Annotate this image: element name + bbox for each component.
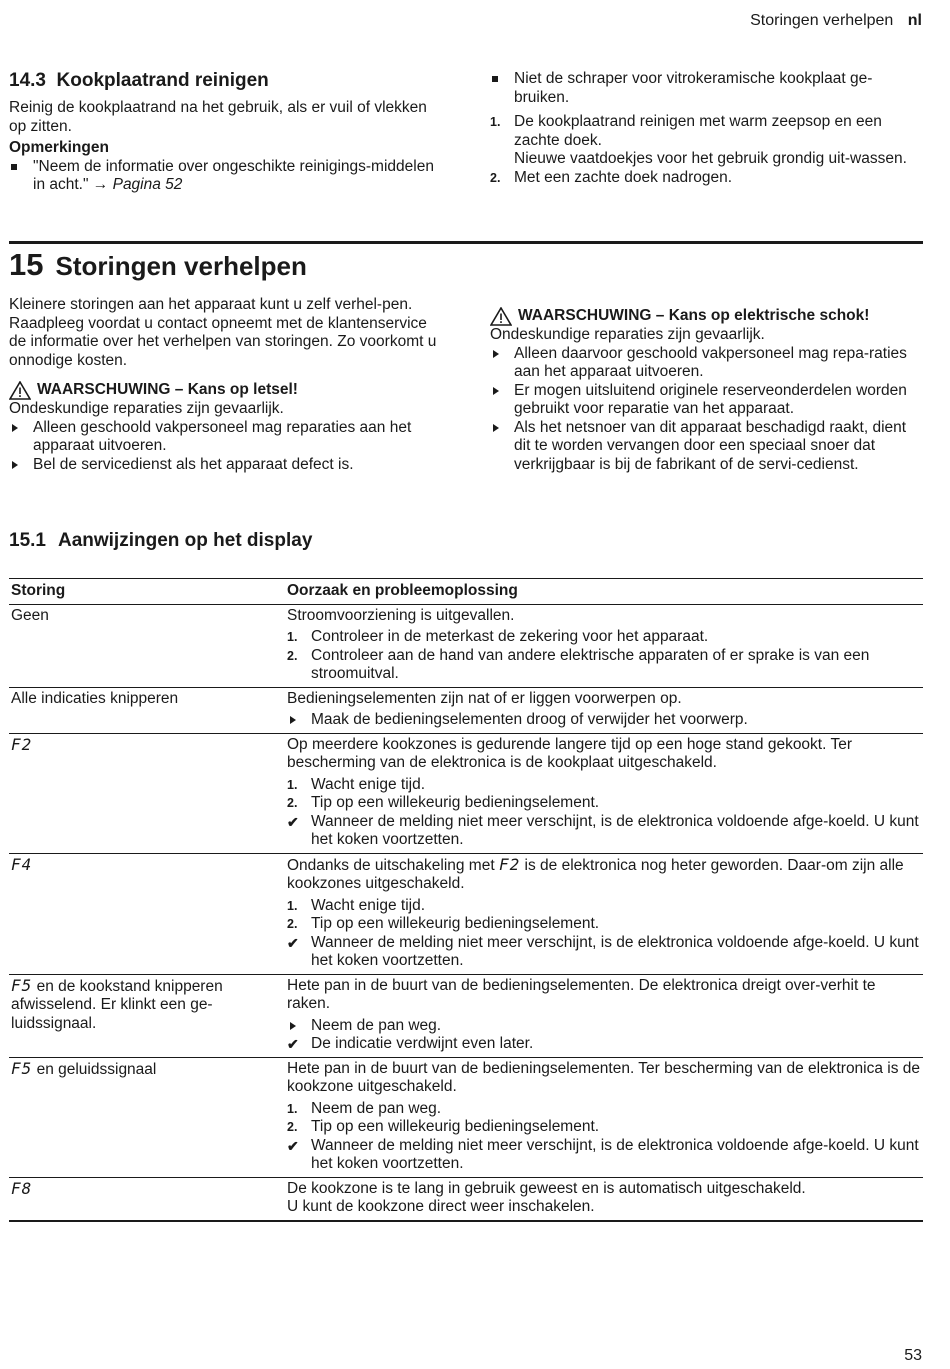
triangle-bullet-icon [9,419,29,432]
cause-cell [285,974,923,1057]
cause-text-part: Ondanks de uitschakeling met [287,856,495,874]
result-item [287,1035,921,1054]
step-item [287,915,921,934]
step-item [287,1118,921,1137]
result-text: Wanneer de melding niet meer verschijnt, is de elektronica voldoende afge-koeld. U kunt het koken voortzetten. [311,933,919,969]
step-item [287,1100,921,1119]
warning-item-text: Er mogen uitsluitend originele reserveonderdelen worden gebruikt voor reparatie van het apparaat. [514,381,907,417]
display-code-f2: F2 [498,854,521,874]
step-item [287,794,921,813]
warning-title-text: WAARSCHUWING – Kans op elektrische schok! [518,307,870,325]
warning-triangle-icon [490,307,512,326]
display-code-f4: F4 [11,854,33,874]
step-text: Tip op een willekeurig bedieningselement. [311,915,600,932]
warning-injury-title [9,381,439,400]
display-code-f8: F8 [11,1178,33,1198]
chapter-divider [9,241,923,244]
warning-injury-list [9,419,439,475]
cause-cell [285,1177,923,1221]
warning-item-text: Als het netsnoer van dit apparaat beschadigd raakt, dient dit te worden vervangen door een speciaal snoer dat verkrijgbaar is bij de fabrikant of de servi-cedienst. [514,418,907,473]
result-text: Wanneer de melding niet meer verschijnt, is de elektronica voldoende afge-koeld. U kunt het koken voortzetten. [311,1136,919,1172]
step-item [490,169,923,188]
step-text: Met een zachte doek nadrogen. [514,168,733,186]
section-number: 14.3 [9,70,46,91]
table-row [9,604,923,687]
fault-cell [9,1177,285,1221]
warning-item-text: Bel de servicedienst als het apparaat defect is. [33,455,354,473]
step-number: 1. [287,1101,298,1116]
step-text: Controleer aan de hand van andere elektrische apparaten of er sprake is van een stroomuitval. [311,646,870,682]
fault-cell: Geen [9,604,285,687]
warning-injury-text: Ondeskundige reparaties zijn gevaarlijk. [9,400,284,417]
cause-text: Hete pan in de buurt van de bedieningselementen. Ter bescherming van de elektronica is de kookzone uitgeschakeld. [287,1059,921,1095]
section-14-3-right [490,70,923,187]
checkmark-icon: ✔ [287,1036,299,1052]
square-bullet-icon [490,70,510,82]
warning-item-text: Alleen geschoold vakpersoneel mag reparaties aan het apparaat uitvoeren. [33,418,412,454]
step-number: 2. [490,170,501,185]
notes-list [9,158,439,195]
cause-cell [285,687,923,733]
fault-cell [9,733,285,853]
warning-item [9,456,439,475]
fault-cell: Alle indicaties knipperen [9,687,285,733]
step-number: 1. [287,898,298,913]
warning-item [490,382,923,419]
warning-item-text: Alleen daarvoor geschoold vakpersoneel mag repa-raties aan het apparaat uitvoeren. [514,344,907,380]
step-number: 1. [287,777,298,792]
triangle-bullet-icon [490,382,510,395]
warning-shock-title [490,307,923,326]
action-text: Neem de pan weg. [311,1016,442,1034]
action-item [287,711,921,730]
section-14-3-intro: Reinig de kookplaatrand na het gebruik, als er vuil of vlekken op zitten. [9,99,427,135]
solution-steps [287,897,921,934]
step-item [287,628,921,647]
section-15-1-heading [9,530,312,552]
checkmark-icon: ✔ [287,813,299,830]
step-number: 1. [490,115,501,129]
notes-heading: Opmerkingen [9,139,109,156]
display-indications-table [9,578,923,1222]
step-text: Controleer in de meterkast de zekering voor het apparaat. [311,628,709,645]
step-extra-text: Nieuwe vaatdoekjes voor het gebruik grondig uit-wassen. [514,150,907,167]
cause-text: Stroomvoorziening is uitgevallen. [287,606,515,624]
page-reference-link[interactable]: → Pagina 52 [92,176,183,193]
note-text: Niet de schraper voor vitrokeramische kookplaat ge-bruiken. [514,70,873,106]
step-text: Neem de pan weg. [311,1099,442,1117]
warning-item [490,419,923,475]
note-text: "Neem de informatie over ongeschikte reinigings-middelen in acht." [33,157,434,193]
result-item [287,934,921,971]
result-list [287,813,921,850]
checkmark-icon: ✔ [287,1137,299,1154]
header-language: nl [907,12,922,29]
note-item [490,70,923,107]
cause-text: Hete pan in de buurt van de bedieningselementen. De elektronica dreigt over-verhit te raken. [287,976,876,1012]
cause-cell [285,604,923,687]
result-item [287,813,921,850]
triangle-bullet-icon [490,419,510,432]
solution-list [287,711,921,730]
result-item [287,1137,921,1174]
table-row [9,853,923,974]
warning-title-text: WAARSCHUWING – Kans op letsel! [37,381,298,399]
step-text: Wacht enige tijd. [311,896,426,914]
chapter-15-heading [9,248,307,283]
chapter-title: Storingen verhelpen [55,251,307,281]
warning-shock-list [490,345,923,475]
step-item [287,776,921,795]
step-number: 2. [287,648,298,663]
triangle-bullet-icon [9,456,29,469]
result-text: De indicatie verdwijnt even later. [311,1035,534,1052]
section-number: 15.1 [9,530,46,551]
section-14-3-heading [9,70,439,92]
step-item [287,897,921,916]
display-code-f2: F2 [11,734,33,754]
solution-list [287,1017,921,1036]
step-number: 2. [287,917,298,931]
section-title: Kookplaatrand reinigen [56,70,269,91]
solution-steps [287,776,921,813]
fault-cell [9,853,285,974]
section-14-3-left [9,70,439,195]
header-section-title: Storingen verhelpen [750,12,894,29]
display-code-f5: F5 [11,975,33,995]
step-text: Tip op een willekeurig bedieningselement. [311,1118,600,1135]
step-number: 2. [287,796,298,810]
step-text: Wacht enige tijd. [311,775,426,793]
result-list [287,934,921,971]
cause-cell [285,853,923,974]
warning-item [9,419,439,456]
page-number: 53 [904,1346,922,1364]
step-text: De kookplaatrand reinigen met warm zeepsop en een zachte doek. [514,113,882,149]
column-header-fault: Storing [9,579,285,605]
table-header-row [9,579,923,605]
step-number: 2. [287,1120,298,1134]
result-list [287,1137,921,1174]
chapter-15-right [490,307,923,474]
warning-shock-text: Ondeskundige reparaties zijn gevaarlijk. [490,326,765,343]
step-item [287,647,921,684]
table-row [9,1177,923,1221]
fault-text: en de kookstand knipperen afwisselend. Er klinkt een ge-luidssignaal. [11,977,223,1032]
warning-triangle-icon [9,381,31,400]
chapter-15-left [9,296,439,474]
cleaning-steps [490,113,923,187]
table-row [9,1057,923,1177]
note-item [9,158,439,195]
triangle-bullet-icon [490,345,510,358]
triangle-bullet-icon [287,1017,307,1030]
table-row [9,974,923,1057]
cause-cell [285,733,923,853]
solution-steps [287,628,921,684]
cause-text [287,856,921,894]
cause-text-part: is de elektronica nog heter geworden. Daar-om zijn alle kookzones uitgeschakeld. [287,856,904,892]
solution-steps [287,1100,921,1137]
display-code-f5: F5 [11,1058,33,1078]
step-text: Tip op een willekeurig bedieningselement. [311,794,600,811]
action-item [287,1017,921,1036]
chapter-number: 15 [9,247,44,282]
notes-list-cont [490,70,923,107]
fault-text: en geluidssignaal [36,1060,157,1078]
cause-text: De kookzone is te lang in gebruik geweest en is automatisch uitgeschakeld. [287,1179,806,1197]
cause-cell [285,1057,923,1177]
square-bullet-icon [9,158,29,170]
cause-text: Op meerdere kookzones is gedurende langere tijd op een hoge stand gekookt. Ter bescherming van de elektronica is de kookplaat uitgeschakeld. [287,735,852,771]
result-list [287,1035,921,1054]
step-item [490,113,923,169]
step-number: 1. [287,630,298,644]
warning-item [490,345,923,382]
table-row [9,733,923,853]
column-header-cause: Oorzaak en probleemoplossing [285,579,923,605]
table-row [9,687,923,733]
fault-cell [9,1057,285,1177]
action-text: Maak de bedieningselementen droog of verwijder het voorwerp. [311,711,748,728]
triangle-bullet-icon [287,711,307,724]
chapter-15-intro: Kleinere storingen aan het apparaat kunt u zelf verhel-pen. Raadpleeg voordat u contact opneemt met de klantenservice de informatie over het verhelpen van storingen. Zo voorkomt u onnodige kosten. [9,296,437,369]
cause-text: U kunt de kookzone direct weer inschakelen. [287,1198,595,1215]
section-title: Aanwijzingen op het display [57,530,313,551]
checkmark-icon: ✔ [287,934,299,951]
running-header [750,12,922,31]
fault-cell [9,974,285,1057]
cause-text: Bedieningselementen zijn nat of er liggen voorwerpen op. [287,689,682,707]
result-text: Wanneer de melding niet meer verschijnt, is de elektronica voldoende afge-koeld. U kunt het koken voortzetten. [311,812,919,848]
